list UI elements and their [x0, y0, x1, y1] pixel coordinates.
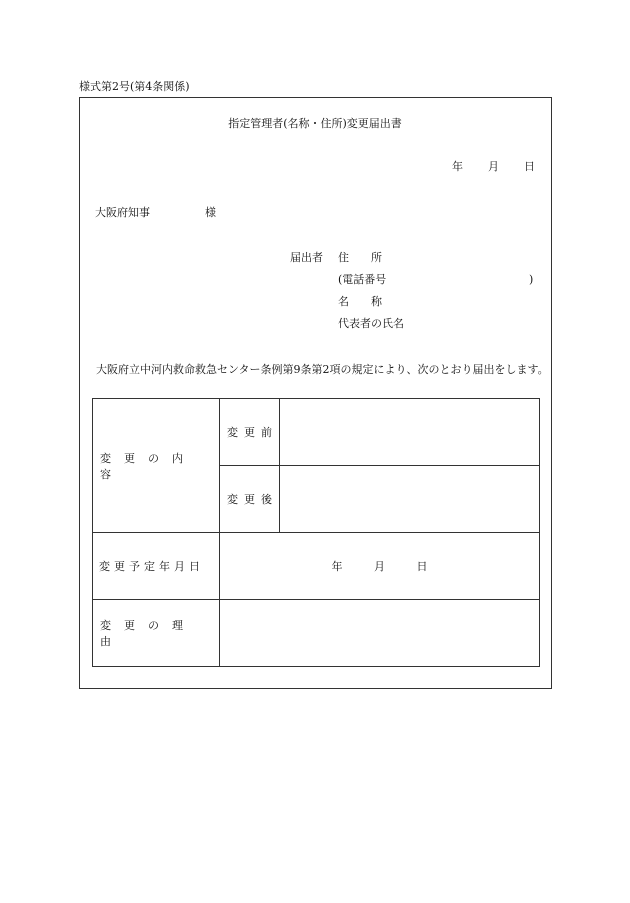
body-text: 大阪府立中河内救命救急センター条例第9条第2項の規定により、次のとおり届出をします。	[96, 363, 549, 376]
before-label: 変更前	[220, 399, 280, 466]
planned-date-field[interactable]: 年 月 日	[220, 533, 540, 600]
planned-date-label: 変更予定年月日	[93, 533, 220, 600]
after-label: 変更後	[220, 466, 280, 533]
phone-label: (電話番号	[338, 273, 387, 286]
representative-label: 代表者の氏名	[338, 317, 404, 330]
form-number: 様式第2号(第4条関係)	[79, 80, 190, 93]
submission-date: 年 月 日	[452, 160, 536, 173]
phone-close: )	[529, 273, 534, 286]
change-table	[92, 398, 540, 667]
change-content-label: 変更の内容	[93, 399, 220, 533]
addressee: 大阪府知事 様	[95, 206, 216, 219]
form-title: 指定管理者(名称・住所)変更届出書	[228, 117, 402, 130]
reason-field[interactable]	[220, 600, 540, 667]
address-label: 住 所	[338, 251, 382, 264]
after-field[interactable]	[280, 466, 540, 533]
before-field[interactable]	[280, 399, 540, 466]
applicant-label: 届出者	[290, 251, 323, 264]
name-label: 名 称	[338, 295, 382, 308]
reason-label: 変更の理由	[93, 600, 220, 667]
